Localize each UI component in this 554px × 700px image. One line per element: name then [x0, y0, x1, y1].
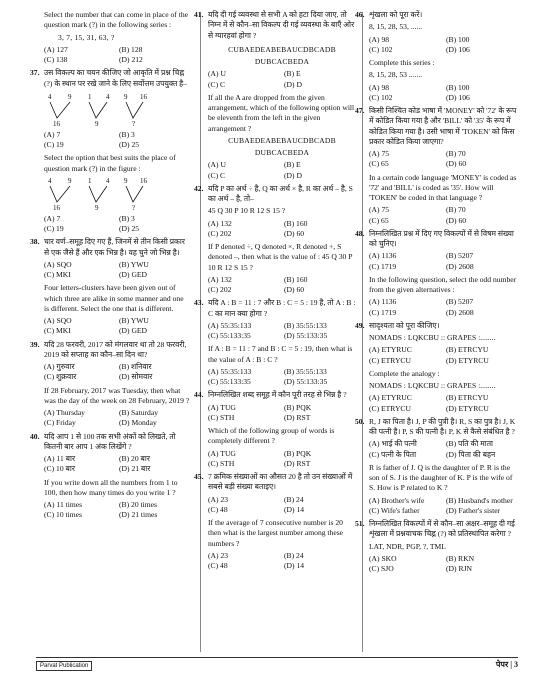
- question-number: 42.: [194, 183, 204, 193]
- options: [208, 495, 356, 516]
- arrangement: CUBAEDEABEBAUCDBCADB: [228, 135, 336, 145]
- question-text-en: In the following question, select the odd number from the given alternatives :: [369, 274, 517, 294]
- question-text-en: Complete this series :: [369, 58, 435, 67]
- question-38: [30, 237, 190, 336]
- option-d[interactable]: (D) 60: [446, 159, 467, 169]
- series: 8, 15, 28, 53, ......: [369, 22, 423, 32]
- option-c[interactable]: (C) 55:133:35: [208, 331, 251, 340]
- option-b[interactable]: (B) RKN: [446, 553, 475, 563]
- option-a[interactable]: (A) SKO: [369, 553, 397, 563]
- option-b[interactable]: (B) शनिवार: [119, 362, 152, 371]
- option-a[interactable]: (A) Brother's wife: [369, 495, 425, 505]
- fig-num: 4: [48, 176, 52, 185]
- fig-num: 16: [140, 92, 147, 101]
- question-text-hi: उस विकल्प का चयन कीजिए जो आकृति में प्रश्न चिह्न (?) के स्थान पर रखे जाने के लिए सर्वोत्तम उपयुक्त है–: [44, 68, 187, 88]
- option-d[interactable]: (D) Monday: [119, 418, 157, 428]
- question-37: [30, 68, 190, 234]
- option-d[interactable]: (D) 212: [119, 55, 143, 64]
- option-d[interactable]: (D) सोमवार: [119, 372, 153, 382]
- question-number: 46.: [355, 10, 365, 19]
- option-b[interactable]: (B) PQK: [284, 402, 312, 412]
- options: [44, 500, 190, 521]
- question-number: 37.: [30, 68, 40, 78]
- option-d[interactable]: (D) 14: [284, 561, 305, 570]
- option-b[interactable]: (B) YWU: [119, 316, 149, 325]
- question-text-en: If you write down all the numbers from 1 to 100, then how many times do you write 1 ?: [44, 477, 178, 497]
- series: 3, 7, 15, 31, 63, ?: [58, 32, 115, 42]
- fig-num: 4: [106, 92, 110, 101]
- question-number: 41.: [194, 10, 204, 19]
- option-b[interactable]: (B) 160: [284, 274, 308, 284]
- option-a[interactable]: (A) SQO: [44, 259, 72, 269]
- question-text-hi: 7 क्रमिक संख्याओं का औसत 20 है तो उन संख्याओं में सबसे बड़ी संख्या बताइए।: [208, 472, 353, 492]
- option-a[interactable]: (A) 132: [208, 274, 232, 284]
- option-a[interactable]: (A) U: [208, 160, 226, 170]
- options: [44, 130, 190, 151]
- fig-num: 1: [88, 92, 92, 101]
- question-44: [194, 390, 356, 469]
- option-d[interactable]: (D) Father's sister: [446, 505, 501, 515]
- page-number: पेपर | 3: [495, 660, 518, 669]
- option-b[interactable]: (B) 3: [119, 213, 135, 223]
- options: [208, 275, 356, 296]
- option-c[interactable]: (C) ETRYCU: [369, 403, 411, 413]
- option-c[interactable]: (C) MKI: [44, 270, 71, 279]
- options: [369, 554, 519, 575]
- question-text-hi: निम्नलिखित प्रश्न में दिए गए विकल्पों में से विषम संख्या को चुनिए।: [369, 228, 514, 248]
- question-number: 49.: [355, 320, 365, 330]
- option-a[interactable]: (A) 7: [44, 213, 61, 223]
- option-a[interactable]: (A) ETYRUC: [369, 393, 412, 403]
- option-c[interactable]: (C) 10 times: [44, 510, 82, 520]
- option-c[interactable]: (C) 48: [208, 561, 228, 570]
- option-b[interactable]: (B) Saturday: [119, 408, 159, 417]
- option-d[interactable]: (D) 60: [446, 215, 467, 225]
- expression: 45 Q 30 P 10 R 12 S 15 ?: [208, 206, 286, 216]
- option-d[interactable]: (D) RST: [284, 412, 311, 422]
- options: [208, 321, 356, 342]
- v-figure-2: [44, 176, 164, 212]
- option-b[interactable]: (B) पति की माता: [446, 439, 494, 449]
- options: [208, 219, 356, 240]
- option-d[interactable]: (D) 55:133:35: [284, 377, 328, 386]
- option-a[interactable]: (A) 75: [369, 149, 390, 158]
- option-c[interactable]: (C) STH: [208, 412, 235, 422]
- question-36-continued: [44, 10, 190, 65]
- options: [369, 496, 519, 517]
- option-d[interactable]: (D) D: [284, 79, 302, 89]
- fig-num: ?: [132, 203, 136, 212]
- option-b[interactable]: (B) 70: [446, 149, 466, 158]
- question-45: [194, 472, 356, 571]
- options: [44, 45, 190, 66]
- options: [369, 83, 519, 104]
- question-text-hi: R, J का पिता है। J, P की पुत्री है। R, S का पुत्र है। J, K की पत्नी है। P, S की पत्नी है। P, K से कैसे संबंधित है ?: [369, 416, 516, 436]
- question-41: [194, 10, 356, 181]
- options: [44, 260, 190, 281]
- column-divider: [200, 12, 201, 652]
- question-39: [30, 339, 190, 429]
- options: [44, 214, 190, 235]
- fig-num: 16: [140, 176, 147, 185]
- question-number: 39.: [30, 339, 40, 349]
- question-number: 50.: [355, 416, 365, 426]
- option-c[interactable]: (C) SJO: [369, 564, 394, 573]
- option-a[interactable]: (A) 98: [369, 34, 390, 44]
- fig-num: 9: [68, 92, 72, 101]
- column-1: [30, 10, 190, 524]
- question-number: 48.: [355, 228, 365, 238]
- option-c[interactable]: (C) 65: [369, 215, 389, 225]
- option-b[interactable]: (B) 35:55:133: [284, 366, 327, 376]
- question-text-hi: यदि P का अर्थ ÷ है, Q का अर्थ × है, R का अर्थ – है, S का अर्थ – है, तो–: [208, 183, 353, 203]
- option-c[interactable]: (C) 102: [369, 44, 393, 54]
- question-text-en: Select the number that can come in place of the question mark (?) in the following series :: [44, 10, 189, 30]
- option-a[interactable]: (A) TUG: [208, 448, 236, 458]
- option-a[interactable]: (A) Thursday: [44, 408, 85, 417]
- question-text-hi: चार वर्ण–समूह दिए गए हैं, जिनमें से तीन किसी प्रकार से एक जैसे हैं और एक भिन्न है। वह चुने जो भिन्न है।: [44, 237, 185, 257]
- option-a[interactable]: (A) 98: [369, 82, 390, 92]
- option-a[interactable]: (A) 11 बार: [44, 454, 76, 463]
- analogy: NOMADS : LQKCBU :: GRAPES :........: [369, 333, 496, 342]
- option-c[interactable]: (C) Friday: [44, 418, 76, 428]
- question-text-en: If all the A are dropped from the given arrangement, which of the following option will be eleventh from the left in the given arrangement ?: [208, 92, 355, 133]
- option-d[interactable]: (D) ETYRCU: [446, 403, 489, 413]
- question-text-en: If 28 February, 2017 was Tuesday, then what was the day of the week on 28 February, 2019 ?: [44, 385, 190, 405]
- arrangement: DUBCACBEDA: [254, 148, 310, 157]
- question-number: 43.: [194, 298, 204, 308]
- option-d[interactable]: (D) 25: [119, 224, 140, 233]
- question-43: [194, 298, 356, 387]
- question-42: [194, 183, 356, 296]
- analogy: NOMADS : LQKCBU :: GRAPES :........: [369, 381, 496, 390]
- question-text-hi: निम्नलिखित शब्द समूह में कौन पूरी तरह से भिन्न है ?: [208, 390, 347, 400]
- question-text-hi: यदि 28 फरवरी, 2017 को मंगलवार था तो 28 फरवरी, 2019 को सप्ताह का कौन–सा दिन था?: [44, 339, 187, 359]
- option-c[interactable]: (C) 55:133:35: [208, 377, 251, 386]
- option-a[interactable]: (A) 1136: [369, 251, 397, 261]
- options: [208, 160, 356, 181]
- fig-num: 9: [68, 176, 72, 185]
- option-d[interactable]: (D) ETYRCU: [446, 355, 489, 365]
- publisher-logo: Parvat Publication: [36, 661, 92, 671]
- option-a[interactable]: (A) SQO: [44, 316, 72, 325]
- option-b[interactable]: (B) 3: [119, 129, 135, 139]
- option-d[interactable]: (D) RST: [284, 458, 311, 468]
- option-d[interactable]: (D) 2608: [446, 261, 474, 271]
- question-50: [355, 416, 519, 516]
- question-text-hi: निम्नलिखित विकल्पों में से कौन–सा अक्षर–समूह दी गई शृंखला में प्रश्नवाचक चिह्न (?) को प्रतिस्थापित करेगा ?: [369, 519, 515, 539]
- question-text-hi: शृंखला को पूरा करें।: [369, 10, 423, 19]
- options: [369, 393, 519, 414]
- option-a[interactable]: (A) 132: [208, 218, 232, 228]
- options: [44, 316, 190, 337]
- footer-rule: [36, 657, 518, 658]
- question-51: [355, 519, 519, 574]
- option-b[interactable]: (B) 5207: [446, 297, 474, 307]
- question-number: 51.: [355, 519, 365, 528]
- option-b[interactable]: (B) 100: [446, 34, 470, 44]
- v-figure-1: [44, 92, 164, 128]
- option-a[interactable]: (A) 7: [44, 129, 61, 139]
- option-a[interactable]: (A) 127: [44, 44, 68, 54]
- option-b[interactable]: (B) 20 बार: [119, 454, 150, 463]
- option-c[interactable]: (C) STH: [208, 458, 235, 468]
- option-d[interactable]: (D) 55:133:35: [284, 331, 328, 340]
- option-c[interactable]: (C) 202: [208, 228, 232, 238]
- options: [208, 449, 356, 470]
- question-number: 38.: [30, 237, 40, 247]
- question-text-en: If the average of 7 consecutive number is 20 then what is the largest number among these numbers ?: [208, 518, 344, 548]
- option-c[interactable]: (C) MKI: [44, 326, 71, 336]
- option-c[interactable]: (C) C: [208, 79, 226, 89]
- option-c[interactable]: (C) 19: [44, 224, 64, 233]
- option-c[interactable]: (C) पत्नी के पिता: [369, 449, 417, 459]
- fig-num: 4: [48, 92, 52, 101]
- question-49: [355, 320, 519, 414]
- option-a[interactable]: (A) 1136: [369, 297, 397, 307]
- fig-num: ?: [132, 119, 136, 128]
- option-b[interactable]: (B) E: [284, 69, 301, 79]
- option-d[interactable]: (D) 21 बार: [119, 464, 151, 474]
- option-d[interactable]: (D) 25: [119, 140, 140, 149]
- option-b[interactable]: (B) 100: [446, 82, 470, 92]
- options: [369, 297, 519, 318]
- arrangement: DUBCACBEDA: [254, 57, 310, 66]
- question-text-en: Select the option that best suits the place of question mark (?) in the figure :: [44, 153, 176, 173]
- option-b[interactable]: (B) ETRCYU: [446, 393, 489, 403]
- option-c[interactable]: (C) 65: [369, 159, 389, 169]
- options: [369, 35, 519, 56]
- fig-num: 9: [95, 203, 99, 212]
- series: 8, 15, 28, 53 .......: [369, 70, 423, 80]
- option-b[interactable]: (B) 70: [446, 205, 466, 215]
- options: [369, 345, 519, 366]
- option-b[interactable]: (B) ETRCYU: [446, 345, 489, 355]
- option-a[interactable]: (A) U: [208, 69, 226, 79]
- option-a[interactable]: (A) TUG: [208, 402, 236, 412]
- question-text-en: R is father of J. Q is the daughter of P. R is the son of S. J is the daughter of K. P is the wife of S. How is P related to K ?: [369, 462, 513, 493]
- fig-num: 16: [53, 203, 60, 212]
- option-d[interactable]: (D) 60: [284, 285, 305, 294]
- option-d[interactable]: (D) GED: [119, 270, 148, 279]
- option-c[interactable]: (C) 102: [369, 92, 393, 102]
- option-c[interactable]: (C) C: [208, 170, 226, 180]
- options: [208, 403, 356, 424]
- question-text-hi: यदि दी गई व्यवस्था से सभी A को हटा दिया जाए, तो निम्न में से कौन–सा विकल्प दी गई व्यवस्था के बाएँ ओर से ग्यारहवां होगा ?: [208, 10, 355, 40]
- question-text-hi: यदि आप 1 से 100 तक सभी अंकों को लिखते, तो कितनी बार आप 1 अंक लिखेंगे ?: [44, 431, 176, 451]
- option-a[interactable]: (A) 11 times: [44, 500, 83, 509]
- options: [369, 205, 519, 226]
- question-47: [355, 106, 519, 226]
- option-d[interactable]: (D) 14: [284, 504, 305, 514]
- option-c[interactable]: (C) 19: [44, 140, 64, 149]
- option-b[interactable]: (B) PQK: [284, 448, 312, 458]
- option-b[interactable]: (B) 20 times: [119, 500, 157, 509]
- options: [208, 551, 356, 572]
- question-number: 40.: [30, 431, 40, 441]
- options: [369, 251, 519, 272]
- option-d[interactable]: (D) D: [284, 170, 302, 180]
- question-number: 44.: [194, 390, 204, 400]
- question-number: 47.: [355, 106, 365, 115]
- fig-num: 9: [124, 92, 128, 101]
- option-d[interactable]: (D) GED: [119, 326, 148, 336]
- option-a[interactable]: (A) 23: [208, 494, 229, 504]
- option-d[interactable]: (D) 60: [284, 228, 305, 238]
- question-text-en: If P denoted ÷, Q denoted ×, R denoted +, S denoted –, then what is the value of : 45 Q 30 P 10 R 12 S 15 ?: [208, 242, 353, 272]
- question-text-hi: सादृश्यता को पूरा कीजिए।: [369, 320, 440, 330]
- option-b[interactable]: (B) 35:55:133: [284, 320, 327, 330]
- option-a[interactable]: (A) 23: [208, 550, 229, 560]
- options: [44, 408, 190, 429]
- option-c[interactable]: (C) 10 बार: [44, 464, 75, 474]
- options: [44, 454, 190, 475]
- question-text-hi: किसी निश्चित कोड भाषा में 'MONEY' को '72' के रूप में कोडित किया गया है और 'BILL' को '35' के रूप में कोडित किया गया है। उसी भाषा में 'TOKEN' को किस प्रकार कोडित किया जाएगा?: [369, 106, 517, 146]
- option-b[interactable]: (B) YWU: [119, 259, 149, 269]
- option-c[interactable]: (C) 1719: [369, 261, 397, 271]
- page-footer: [36, 657, 518, 671]
- option-c[interactable]: (C) Wife's father: [369, 505, 420, 515]
- option-a[interactable]: (A) गुरुवार: [44, 362, 75, 371]
- option-d[interactable]: (D) पिता की बहन: [446, 449, 496, 459]
- arrangement: CUBAEDEABEBAUCDBCADB: [228, 44, 336, 54]
- option-b[interactable]: (B) 160: [284, 218, 308, 228]
- option-d[interactable]: (D) 2608: [446, 307, 474, 317]
- question-text-en: Four letters-clusters have been given out of which three are alike in some manner and one is different. Select the one that is different.: [44, 283, 184, 313]
- option-b[interactable]: (B) 24: [284, 550, 304, 560]
- fig-num: 16: [53, 119, 60, 128]
- fig-num: 4: [106, 176, 110, 185]
- question-48: [355, 228, 519, 318]
- series: LAT, NDR, PGP, ?, TML: [369, 541, 446, 551]
- option-c[interactable]: (C) शुक्रवार: [44, 372, 77, 382]
- column-3: [355, 10, 519, 577]
- option-c[interactable]: (C) 1719: [369, 307, 397, 317]
- question-40: [30, 431, 190, 521]
- question-46: [355, 10, 519, 103]
- column-2: [194, 10, 356, 574]
- question-text-hi: यदि A : B = 11 : 7 और B : C = 5 : 19 है, तो A : B : C का मान क्या होगा ?: [208, 298, 356, 318]
- question-text-en: Which of the following group of words is completely different ?: [208, 426, 335, 446]
- question-text-en: In a certain code language 'MONEY' is coded as '72' and 'BILL' is coded as '35'. How will 'TOKEN' be coded in that language ?: [369, 172, 517, 202]
- option-a[interactable]: (A) भाई की पत्नी: [369, 439, 417, 449]
- options: [369, 439, 519, 460]
- options: [208, 69, 356, 90]
- option-a[interactable]: (A) 55:35:133: [208, 366, 252, 376]
- option-c[interactable]: (C) 202: [208, 285, 232, 294]
- option-b[interactable]: (B) Husband's mother: [446, 495, 513, 505]
- option-a[interactable]: (A) 55:35:133: [208, 320, 252, 330]
- option-d[interactable]: (D) RJN: [446, 564, 472, 573]
- option-d[interactable]: (D) 106: [446, 92, 470, 102]
- option-b[interactable]: (B) 24: [284, 494, 304, 504]
- options: [369, 149, 519, 170]
- option-b[interactable]: (B) 5207: [446, 251, 474, 261]
- option-b[interactable]: (B) 128: [119, 44, 143, 54]
- option-d[interactable]: (D) 106: [446, 44, 470, 54]
- fig-num: 9: [124, 176, 128, 185]
- fig-num: 9: [95, 119, 99, 128]
- option-c[interactable]: (C) 138: [44, 55, 68, 64]
- option-c[interactable]: (C) 48: [208, 504, 228, 514]
- option-a[interactable]: (A) 75: [369, 205, 390, 215]
- options: [44, 362, 190, 383]
- question-text-en: If A : B = 11 : 7 and B : C = 5 : 19, then what is the value of A : B : C ?: [208, 344, 353, 364]
- fig-num: 1: [88, 176, 92, 185]
- question-number: 45.: [194, 472, 204, 481]
- option-d[interactable]: (D) 21 times: [119, 510, 158, 520]
- option-b[interactable]: (B) E: [284, 160, 301, 170]
- option-a[interactable]: (A) ETYRUC: [369, 345, 412, 355]
- options: [208, 367, 356, 388]
- option-c[interactable]: (C) ETRYCU: [369, 355, 411, 365]
- question-text-en: Complete the analogy :: [369, 368, 440, 378]
